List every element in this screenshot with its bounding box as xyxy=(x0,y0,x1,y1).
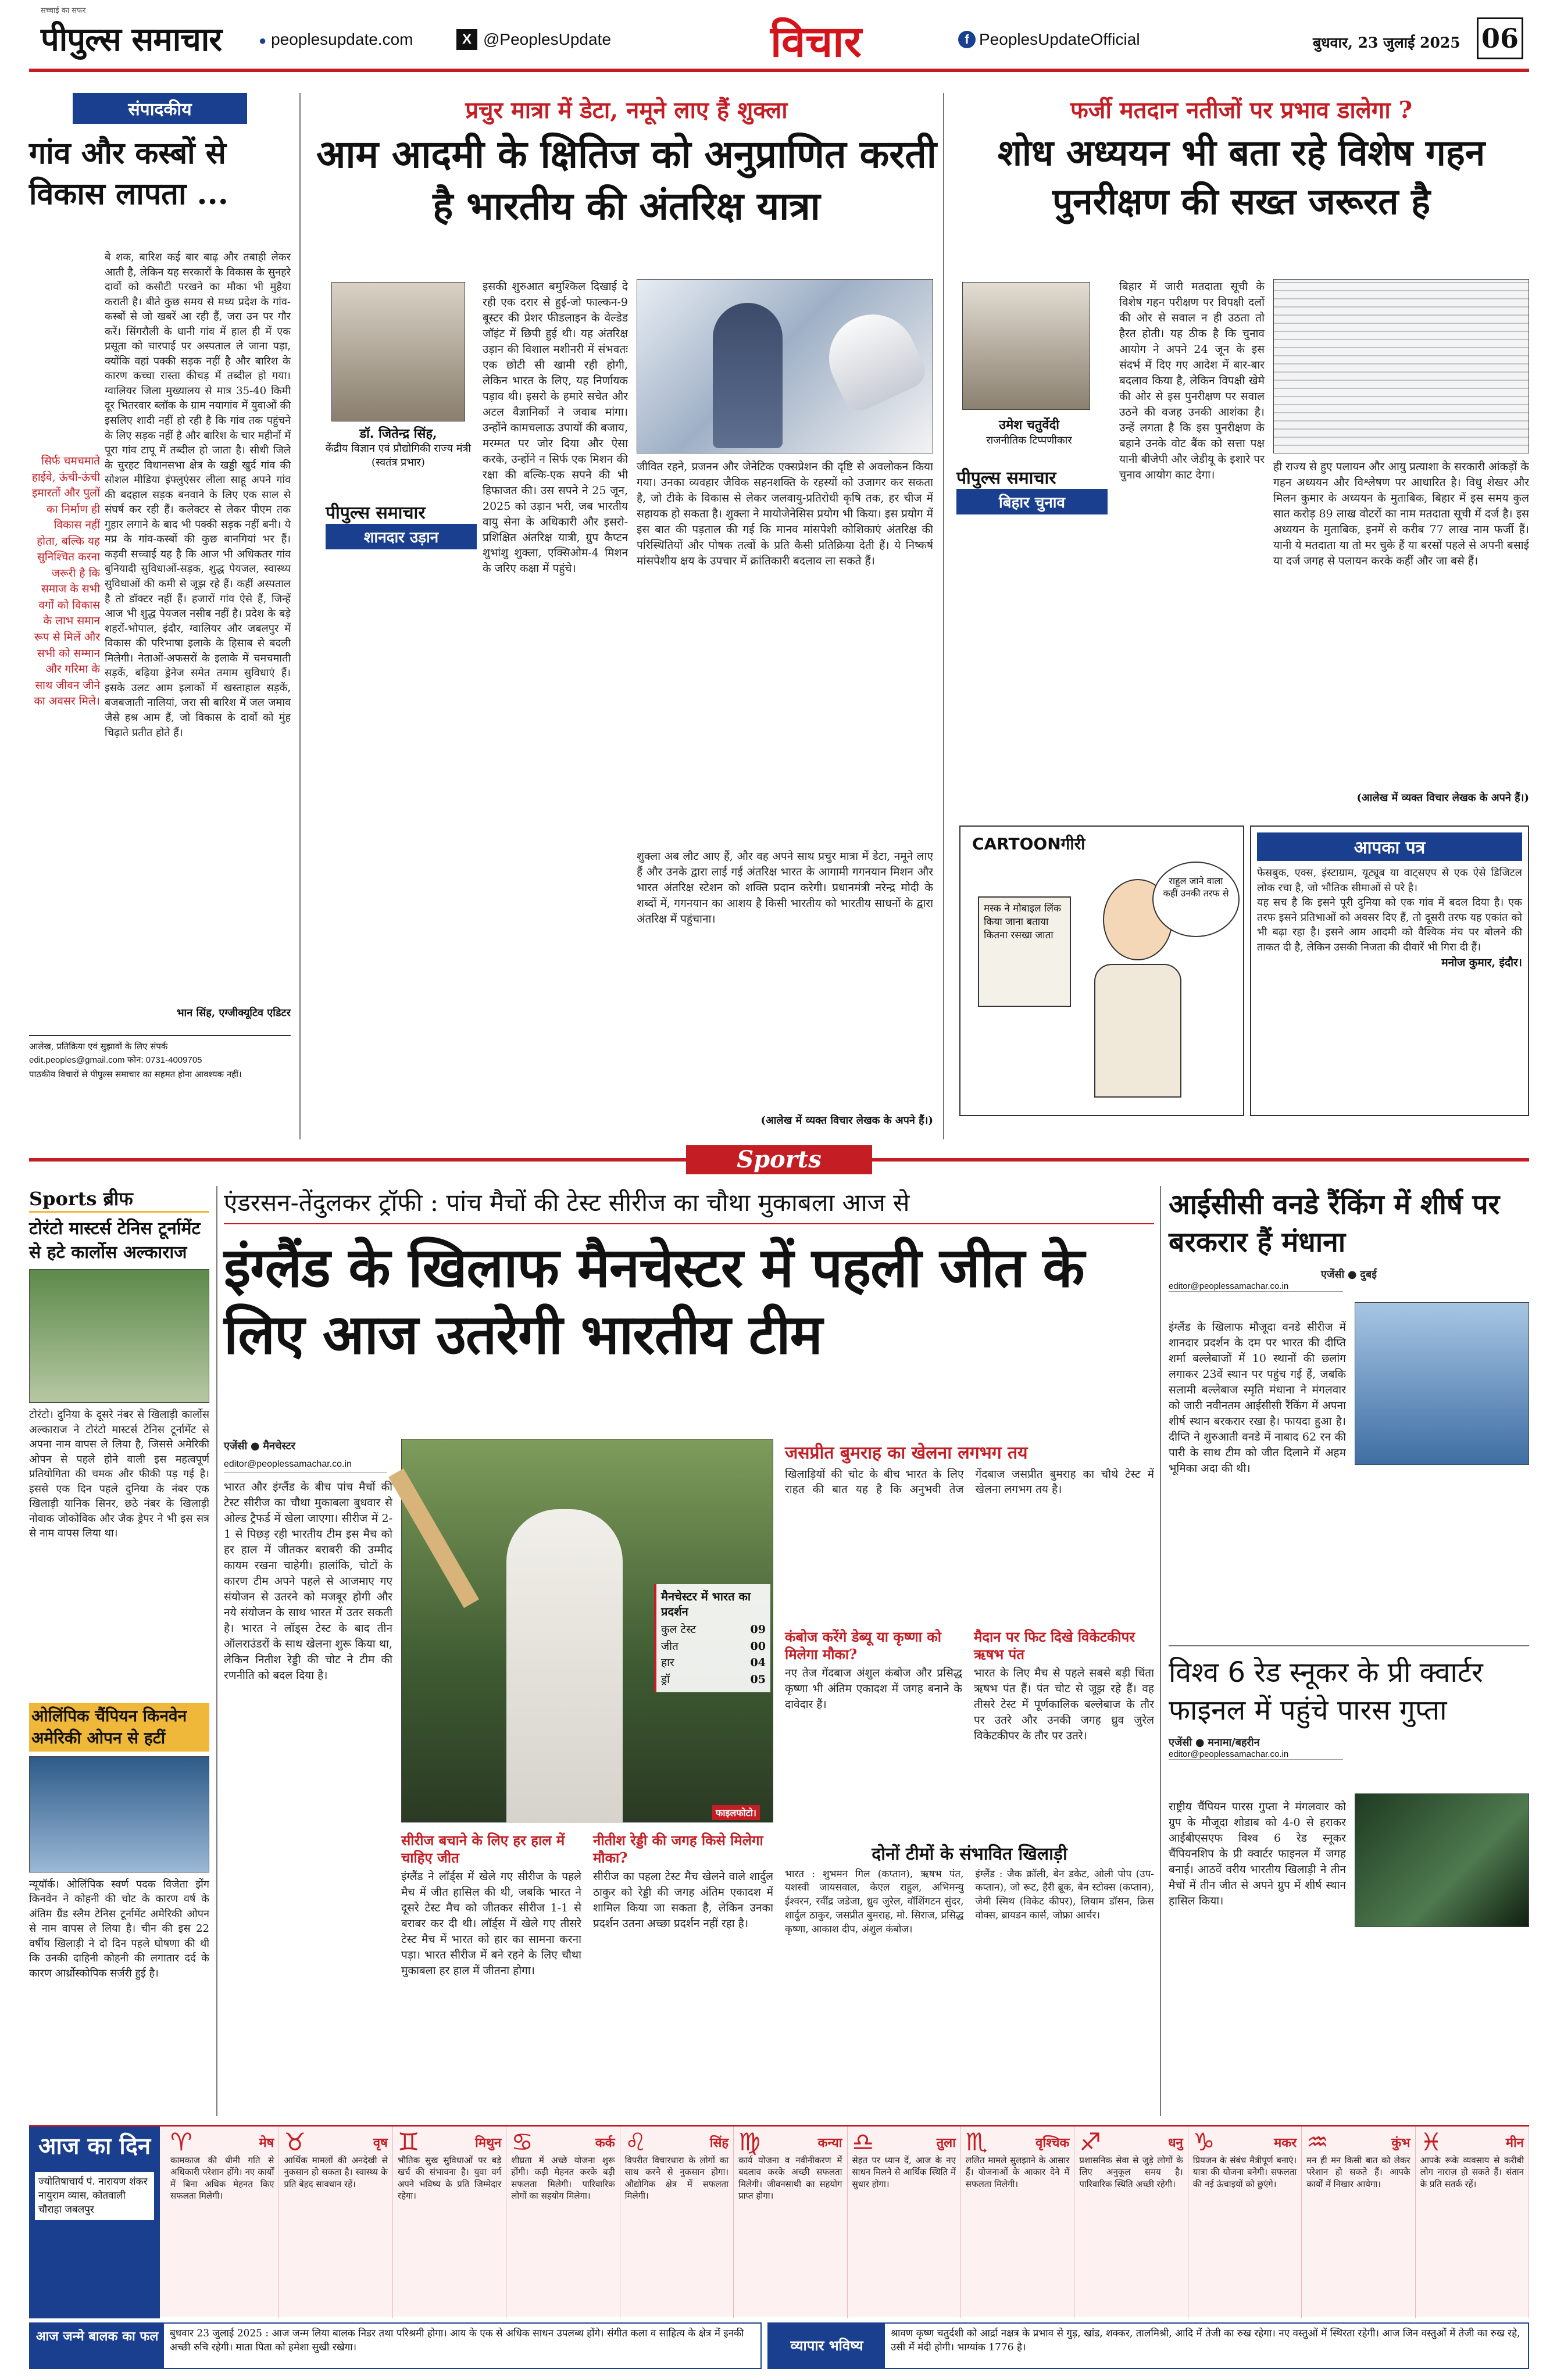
rashi-text: सेहत पर ध्यान दें, आज के नए साधन मिलने से आर्थिक स्थिति में सुधार होगा। xyxy=(852,2155,956,2189)
contact-line-1: आलेख, प्रतिक्रिया एवं सुझावों के लिए संपर्क xyxy=(29,1041,168,1052)
birthday-text: बुधवार 23 जुलाई 2025 : आज जन्म लिया बालक निडर तथा परिश्रमी होगा। आय के एक से अधिक साधन उपलब्ध होंगे। संगीत कला व साहित्य के क्षेत्र में इनकी अच्छी रुचि रहेगी। माता पिता को हमेशा सुखी रखेगा। xyxy=(170,2328,744,2353)
column-divider xyxy=(943,93,944,1139)
sub2-title: नीतीश रेड्डी की जगह किसे मिलेगा मौका? xyxy=(593,1832,763,1866)
main-sport-email[interactable]: editor@peoplessamachar.co.in xyxy=(224,1459,387,1473)
sub-kamboj xyxy=(785,1625,962,1811)
sub5-title: मैदान पर फिट दिखे विकेटकीपर ऋषभ पंत xyxy=(974,1628,1135,1663)
section-divider xyxy=(1169,1645,1529,1646)
byline-agency: एजेंसी xyxy=(1321,1268,1345,1281)
globe-icon: ● xyxy=(259,33,267,48)
article1-col2: जीवित रहने, प्रजनन और जेनेटिक एक्सप्रेशन की दृष्टि से अवलोकन किया गया। उनका व्यवहार जैविक सहनशक्ति के रहस्यों को उजागर कर सकता है, जो टीके के विकास से लेकर जलवायु-प्रतिरोधी कृषि तक, हर चीज में सहायक हो सकता है। शुक्ला ने मायोजेनेसिस प्रयोग भी किया। इस प्रयोग में इस बात की पड़ताल की गई कि मानव मांसपेशी कोशिकाएं अंतरिक्ष की परिस्थितियों और पोषक तत्वों के प्रति कैसी प्रतिक्रिया देती हैं। ये निष्कर्ष मांसपेशीय क्षय के उपचार में क्रांतिकारी बदलाव ला सकते हैं। xyxy=(637,460,933,567)
rashi-text: मन ही मन किसी बात को लेकर परेशान हो सकते हैं। आपके कार्यों में निखार आयेगा। xyxy=(1306,2155,1410,2189)
editorial-contact xyxy=(29,1035,291,1081)
badge-label: शानदार उड़ान xyxy=(326,524,477,549)
stats-row xyxy=(661,1638,766,1655)
column-divider xyxy=(216,1186,217,2116)
rashi-name: वृश्चिक xyxy=(1035,2135,1070,2150)
article2-author-name: उमेश चतुर्वेदी xyxy=(999,417,1059,433)
sub1-body: इंग्लैंड ने लॉर्ड्स में खेले गए सीरीज के पहले मैच में जीत हासिल की थी, जबकि भारत ने दूसरे टेस्ट मैच को जीतकर सीरीज 1-1 से बराबर कर दी थी। लॉर्ड्स में खेले गए तीसरे टेस्ट मैच में भारत को हार का सामना करना पड़ा। भारत सीरीज में बने रहने के लिए चौथा मुकाबला हर हाल में जीतना होगा। xyxy=(401,1870,581,1977)
letters-title: आपका पत्र xyxy=(1257,832,1522,861)
zodiac-icon: ♌ xyxy=(624,2128,647,2156)
sports-banner xyxy=(29,1145,1529,1174)
sub3-title: जसप्रीत बुमराह का खेलना लगभग तय xyxy=(785,1443,1028,1463)
contact-line-2: edit.peoples@gmail.com फोन: 0731-4009705 xyxy=(29,1055,202,1065)
zodiac-icon: ♎ xyxy=(852,2128,874,2156)
photo-mandhana xyxy=(1355,1302,1529,1465)
rashi-name: कुंभ xyxy=(1391,2135,1410,2150)
mandhana-headline: आईसीसी वनडे रैंकिंग में शीर्ष पर बरकरार हैं मंधाना xyxy=(1169,1188,1500,1259)
spacecraft-shape xyxy=(815,300,930,416)
rashi-cell xyxy=(166,2127,279,2318)
byline-place: मनामा/बहरीन xyxy=(1208,1736,1260,1749)
sub-nitish xyxy=(593,1828,773,2061)
birthday-label: आज जन्मे बालक का फल xyxy=(30,2324,164,2368)
brief2-title: ओलिंपिक चैंपियन किनवेन अमेरिकी ओपन से हटीं xyxy=(29,1703,209,1752)
rashi-text: कार्य योजना व नवीनीकरण में बदलाव करके अच्छी सफलता मिलेगी। जीवनसाथी का सहयोग प्राप्त होगा। xyxy=(738,2155,842,2201)
snooker-story xyxy=(1169,1654,1529,2113)
author-photo-jitendra xyxy=(331,282,465,421)
page-number: 06 xyxy=(1477,17,1523,59)
article-bihar-election xyxy=(951,93,1532,820)
mandhana-byline: एजेंसी ● दुबई xyxy=(1321,1268,1377,1281)
rashi-cell xyxy=(279,2127,392,2318)
article-space-mission xyxy=(314,93,939,1139)
cartoon-bubble: राहुल जाने वाला कहीं उनकी तरफ से xyxy=(1152,862,1240,937)
article1-badge xyxy=(326,500,477,549)
facebook-handle-text: PeoplesUpdateOfficial xyxy=(979,30,1140,48)
birthday-box xyxy=(29,2322,762,2369)
photo-alcaraz xyxy=(29,1269,209,1403)
mandhana-story xyxy=(1169,1186,1529,1645)
stats-row xyxy=(661,1671,766,1688)
sub3-body: खिलाड़ियों की चोट के बीच भारत के लिए राहत की बात यह है कि अनुभवी तेज गेंदबाज जसप्रीत बुमराह का चौथे टेस्ट में खेलना लगभग तय है। xyxy=(785,1467,1154,1496)
rashi-cell xyxy=(848,2127,961,2318)
article2-closing: (आलेख में व्यक्त विचार लेखक के अपने हैं।) xyxy=(1356,792,1529,804)
zodiac-icon: ♊ xyxy=(397,2128,420,2156)
article2-badge xyxy=(956,465,1108,514)
main-sport-body: भारत और इंग्लैंड के बीच पांच मैचों की टेस्ट सीरीज का चौथा मुकाबला बुधवार से ओल्ड ट्रैफर्ड में खेला जाएगा। सीरीज में 2-1 से पिछड़ रही भारतीय टीम इस मैच को हर हाल में जीतकर बराबरी की उम्मीद कायम रखना चाहेगी। हालांकि, चोटों के कारण टीम अपने पहले से आजमाए गए संयोजन से उतरने को मजबूर होगी और नये संयोजन के साथ भारत में उतर सकती है। भारत ने लॉड्स टेस्ट के बाद तीन ऑलराउंडरों के साथ खेलना शुरू किया था, लेकिन नितीश रेड्डी की चोट ने टीम की रणनीति को बदल दिया है। xyxy=(224,1481,392,1682)
x-icon: X xyxy=(456,29,477,50)
website-link[interactable] xyxy=(259,30,413,49)
rashi-name: सिंह xyxy=(709,2135,729,2150)
business-box xyxy=(767,2322,1529,2369)
editorial-body: बे शक, बारिश कई बार बाढ़ और तबाही लेकर आती है, लेकिन यह सरकारों के विकास के सुनहरे दावों को कसौटी परखने का मौका भी मुहैया कराती है। बीते कुछ समय से मध्य प्रदेश के गांव-कस्बों से जो खबरें आ रही हैं, जरा उन पर गौर करें। सिंगरौली के धानी गांव में हाल ही में एक प्रसूता को चारपाई पर अस्पताल ले जाना पड़ा, क्योंकि वहां पक्की सड़क नहीं है और बारिश के कारण कच्चा रास्ता कीचड़ में तब्दील हो गया। ग्वालियर जिला मुख्यालय से मात्र 35-40 किमी दूर भितरवार ब्लॉक के ग्राम नयागांव में युवाओं की इसलिए शादी नहीं हो रही है कि गांव तक पहुंचने के लिए सड़क नहीं है और बारिश के चार महीनों में पूरा गांव टापू में तब्दील हो जाता है। सीधी जिले के चुरहट विधानसभा क्षेत्र के खड्डी खुर्द गांव की सोशल मीडिया इंफ्लुएंसर लीला साहू अपने गांव की बदहाल सड़क बनवाने के लिए एक साल से संघर्ष कर रही हैं। कलेक्टर से लेकर पीएम तक गुहार लगाने के बाद भी पक्की सड़क नहीं बनी। ये मप्र के गांव-कस्बों की कुछ बानगियां भर हैं। कड़वी सच्चाई यह है कि आज भी अधिकतर गांव बुनियादी सुविधाओं-सड़क, शुद्ध पेयजल, स्वास्थ्य सुविधाओं की कमी से जूझ रहे हैं। कहीं अस्पताल है तो डॉक्टर नहीं हैं। हजारों गांव ऐसे हैं, जिन्हें आज भी शुद्ध पेयजल नसीब नहीं है। प्रदेश के बड़े शहरों-भोपाल, इंदौर, ग्वालियर और जबलपुर में विकास की परिभाषा इलाके के हिसाब से बदली मिलेगी। नेताओं-अफसरों के इलाके में चमचमाती सड़कें, बढ़िया ड्रेनेज समेत तमाम सुविधाएं हैं। इसके उलट आम इलाकों में खस्ताहाल सड़कें, बजबजाती नालियां, जरा सी बारिश में जल जमाव जैसे हश्र आम हैं, जो विकास के दावों को मुंह चिढ़ाते प्रतीत होते हैं। xyxy=(105,251,291,739)
rashi-cell xyxy=(1074,2127,1188,2318)
rashi-text: भौतिक सुख सुविधाओं पर बड़े खर्च की संभावना है। युवा वर्ग अपने भविष्य के प्रति जिम्मेदार रहेगा। xyxy=(397,2155,502,2201)
sub1-title: सीरीज बचाने के लिए हर हाल में चाहिए जीत xyxy=(401,1832,565,1866)
article2-col2: ही राज्य से हुए पलायन और आयु प्रत्याशा के सरकारी आंकड़ों के गहन अध्ययन और विश्लेषण पर आधारित है। विधु शेखर और मिलन कुमार के अध्ययन के मुताबिक, बिहार में इस समय कुल सात करोड़ 89 लाख वोटरों का नाम मतदाता सूची में दर्ज है। इस अध्ययन के मुताबिक, इनमें से करीब 77 लाख नाम फर्जी हैं। यानी ये मतदाता या तो मर चुके हैं या बरसों पहले से अपनी बसाई या दर्ज जगह से पलायन करके कहीं और जा बसे हैं। xyxy=(1273,460,1529,567)
brief1-title: टोरंटो मास्टर्स टेनिस टूर्नामेंट से हटे कार्लोस अल्काराज xyxy=(29,1218,201,1263)
snooker-email[interactable]: editor@peoplessamachar.co.in xyxy=(1169,1749,1343,1760)
rashi-name: मिथुन xyxy=(475,2135,502,2150)
brand-tagline: सच्चाई का सफर xyxy=(41,6,86,15)
article1-closing: (आलेख में व्यक्त विचार लेखक के अपने हैं।) xyxy=(760,1114,933,1127)
sports-brief-column xyxy=(29,1186,209,2110)
photo-voter-list xyxy=(1273,279,1529,453)
rashi-name: मीन xyxy=(1505,2135,1524,2150)
zodiac-icon: ♉ xyxy=(284,2128,306,2156)
masthead-rule xyxy=(29,69,1529,72)
business-text: श्रावण कृष्ण चतुर्दशी को आर्द्रा नक्षत्र के प्रभाव से गुड़, खांड, शक्कर, तालमिश्री, आदि में तेजी का रुख रहेगा। नए वस्तुओं में स्थिरता रहेगी। आज जिन वस्तुओं में तेजी का रुख रहे, उसी में मंदी होगी। भाग्यांक 1776 है। xyxy=(891,2328,1520,2353)
snooker-headline: विश्व 6 रेड स्नूकर के प्री क्वार्टर फाइनल में पहुंचे पारस गुप्ता xyxy=(1169,1656,1483,1727)
stats-box xyxy=(654,1584,770,1692)
x-handle-text: @PeoplesUpdate xyxy=(483,30,611,48)
letters-body: यह सच है कि इसने पूरी दुनिया को एक गांव में बदल दिया है। एक तरफ इसने प्रतिभाओं को अवसर दिए हैं, तो दूसरी तरफ यह एकांत को भी बढ़ा रहा है। इसने आम आदमी को वैश्विक मंच पर बोलने की ताकत दी है, लेकिन उसकी निजता की दीवारें भी गिरा दी हैं। xyxy=(1257,896,1522,953)
article1-col3: शुक्ला अब लौट आए हैं, और वह अपने साथ प्रचुर मात्रा में डेटा, नमूने लाए हैं और उनके द्वारा लाई गई अंतरिक्ष भारत के आगामी गगनयान मिशन और भारत अंतरिक्ष स्टेशन को शक्ति प्रदान करेगी। प्रधानमंत्री नरेन्द्र मोदी के शब्दों में, गगनयान का आशय है किसी भारतीय को भारतीय साधनों के द्वारा अंतरिक्ष में पहुंचाना। xyxy=(637,850,933,925)
article2-col1: बिहार में जारी मतदाता सूची के विशेष गहन परीक्षण पर विपक्षी दलों की ओर से सवाल न ही उठता तो हैरत होती। यह ठीक है कि चुनाव आयोग ने अपने 24 जून के इस संदर्भ में दिए गए आदेश में बार-बार बदलाव किया है, लेकिन विपक्षी खेमे की ओर से इस पुनरीक्षण पर सवाल उठने की वजह उनकी आशंका है। उन्हें लगता है कि इस पुनरीक्षण के बहाने उनके वोट बैंक को सत्ता पक्ष यानी बीजेपी और जेडीयू के इशारे पर चुनाव आयोग काट देगा। xyxy=(1119,280,1265,481)
column-divider xyxy=(1160,1186,1161,2116)
zodiac-icon: ♑ xyxy=(1192,2128,1215,2156)
sub5-body: भारत के लिए मैच से पहले सबसे बड़ी चिंता ऋषभ पंत हैं। पंत चोट से जूझ रहे हैं। वह तीसरे टेस्ट में पूर्णकालिक बल्लेबाज के तौर पर उतरे और उनकी जगह ध्रुव जुरेल विकेटकीपर के तौर पर उतरे। xyxy=(974,1667,1154,1742)
rashi-text: प्रियजन के संबंध मैत्रीपूर्ण बनाएं। यात्रा की योजना बनेगी। सफलता की नई ऊंचाइयों को छुएंगे। xyxy=(1192,2155,1297,2189)
astronaut-figure xyxy=(713,303,783,448)
article1-author-desc: केंद्रीय विज्ञान एवं प्रौद्योगिकी राज्य मंत्री (स्वतंत्र प्रभार) xyxy=(325,442,472,469)
main-sport-byline: एजेंसी ● मैनचेस्टर xyxy=(224,1440,295,1452)
cartoon-label: CARTOONगीरी xyxy=(972,834,1085,853)
rashi-text: प्रशासनिक सेवा से जुड़े लोगों के लिए अनुकूल समय है। पारिवारिक स्थिति अच्छी रहेगी। xyxy=(1079,2155,1183,2189)
stats-key: हार xyxy=(661,1656,674,1669)
x-handle[interactable] xyxy=(456,29,611,50)
editorial-label: संपादकीय xyxy=(73,93,247,124)
rashi-cell xyxy=(393,2127,506,2318)
horoscope-title-box xyxy=(29,2127,160,2318)
rashi-cell xyxy=(961,2127,1074,2318)
rashi-cell xyxy=(1302,2127,1415,2318)
article2-kicker: फर्जी मतदान नतीजों पर प्रभाव डालेगा ? xyxy=(1070,97,1413,124)
editorial-column xyxy=(29,93,291,1116)
sub-bumrah xyxy=(785,1439,1154,1612)
rashi-name: कन्या xyxy=(817,2135,842,2150)
letters-signature: मनोज कुमार, इंदौर। xyxy=(1441,956,1522,970)
mandhana-body: इंग्लैंड के खिलाफ मौजूदा वनडे सीरीज में शानदार प्रदर्शन के दम पर भारत की दीप्ति शर्मा बल्लेबाजों में 10 स्थानों की छलांग लगाकर 23वें स्थान पर पहुंच गई हैं, जबकि सलामी बल्लेबाज स्मृति मंधाना ने मंगलवार को जारी नवीनतम आईसीसी रैंकिंग में अपना शीर्ष स्थान बरकरार रखा है। फायदा हुआ है। दीप्ति ने शुरुआती वनडे में नाबाद 62 रन की पारी के साथ टीम को जीत दिलाने में अहम भूमिका अदा की थी। xyxy=(1169,1321,1346,1475)
sub4-title: कंबोज करेंगे डेब्यू या कृष्णा को मिलेगा मौका? xyxy=(785,1628,942,1663)
rashi-grid xyxy=(166,2127,1529,2318)
photo-caption: फाइलफोटो। xyxy=(712,1805,760,1820)
main-sport-headline: इंग्लैंड के खिलाफ मैनचेस्टर में पहली जीत के लिए आज उतरेगी भारतीय टीम xyxy=(224,1236,1084,1367)
rashi-text: ललित मामले सुलझाने के आसार हैं। योजनाओं के आकार देने में सफलता मिलेगी। xyxy=(965,2155,1070,2189)
rashi-name: वृष xyxy=(373,2135,388,2150)
zodiac-icon: ♒ xyxy=(1306,2128,1329,2156)
rashi-cell xyxy=(506,2127,620,2318)
byline-place: दुबई xyxy=(1360,1268,1377,1281)
article1-headline: आम आदमी के क्षितिज को अनुप्राणित करती है भारतीय की अंतरिक्ष यात्रा xyxy=(316,131,937,229)
cartoon-box xyxy=(959,826,1244,1116)
stats-value: 05 xyxy=(750,1673,766,1686)
badge-brand: पीपुल्स समाचार xyxy=(326,503,426,523)
sports-banner-label: Sports xyxy=(686,1145,872,1174)
snooker-body: राष्ट्रीय चैंपियन पारस गुप्ता ने मंगलवार को ग्रुप के मौजूदा शोडाब को 4-0 से हराकर आईबीएसएफ विश्व 6 रेड स्नूकर चैंपियनशिप के प्री क्वार्टर फाइनल में जगह बनाई। आठवें वरीय भारतीय खिलाड़ी ने तीन मैचों में तीन जीत से अपने ग्रुप में शीर्ष स्थान हासिल किया। xyxy=(1169,1800,1346,1907)
horoscope-astrologer: ज्योतिषाचार्य पं. नारायण शंकर नायुराम व्यास, कोतवाली चौराहा जबलपुर xyxy=(35,2172,154,2220)
main-sport-story xyxy=(224,1183,1154,2113)
stats-row xyxy=(661,1621,766,1638)
zodiac-icon: ♋ xyxy=(511,2128,533,2156)
brief1-body: टोरंटो। दुनिया के दूसरे नंबर से खिलाड़ी कार्लोस अल्काराज ने टोरंटो मास्टर्स टेनिस टूर्नामेंट से अपना नाम वापस ले लिया है, जिससे अमेरिकी ओपन से पहले होने वाली इस महत्वपूर्ण प्रतियोगिता की चमक और फीकी पड़ गई है। इससे एक दिन पहले दुनिया के नंबर एक खिलाड़ी यानिक सिनर, छठे नंबर के खिलाड़ी नोवाक जोकोविक और जैक ड्रेपर ने भी इस सत्र से नाम वापस लिया था। xyxy=(29,1409,209,1540)
horoscope-strip xyxy=(29,2125,1529,2317)
rashi-name: धनु xyxy=(1168,2135,1183,2150)
stats-key: जीत xyxy=(661,1639,678,1653)
zodiac-icon: ♈ xyxy=(170,2128,192,2156)
sub4-body: नए तेज गेंदबाज अंशुल कंबोज और प्रसिद्ध कृष्णा भी अंतिम एकादश में जगह बनाने के दावेदार हैं। xyxy=(785,1667,962,1711)
business-label: व्यापार भविष्य xyxy=(769,2324,885,2368)
issue-date: बुधवार, 23 जुलाई 2025 xyxy=(1313,34,1460,51)
stats-rows xyxy=(661,1621,766,1688)
zodiac-icon: ♓ xyxy=(1420,2128,1442,2156)
rashi-name: कर्क xyxy=(595,2135,615,2150)
stats-title: मैनचेस्टर में भारत का प्रदर्शन xyxy=(661,1589,751,1618)
rashi-cell xyxy=(620,2127,734,2318)
byline-agency: एजेंसी xyxy=(1169,1736,1192,1749)
editorial-author: भान सिंह, एग्जीक्यूटिव एडिटर xyxy=(176,1007,291,1019)
article1-author-name: डॉ. जितेन्द्र सिंह, xyxy=(359,426,437,441)
sub-pant xyxy=(974,1625,1154,1811)
facebook-icon: f xyxy=(958,31,976,48)
cartoon-sign: मस्क ने मोबाइल लिंक किया जाना बताया कितना रसखा जाता xyxy=(978,896,1071,1007)
editorial-pullquote: सिर्फ चमचमाते हाईवे, ऊंची-ऊंची इमारतों और पुलों का निर्माण ही विकास नहीं होता, बल्कि यह सुनिश्चित करना जरूरी है कि समाज के सभी वर्गों को विकास के लाभ समान रूप से मिलें और सभी को सम्मान और गरिमा के साथ जीवन जीने का अवसर मिले। xyxy=(31,455,100,708)
author-photo-umesh xyxy=(962,282,1090,410)
contact-line-3: पाठकीय विचारों से पीपुल्स समाचार का सहमत होना आवश्यक नहीं। xyxy=(29,1069,242,1080)
byline-place: मैनचेस्टर xyxy=(263,1440,295,1452)
rashi-text: शीघ्रता में अच्छे योजना शुरू होंगी। कड़ी मेहनत करके बड़ी सफलता मिलेगी। पारिवारिक लोगों का सहयोग मिलेगा। xyxy=(511,2155,615,2201)
england-xi: इंग्लैंड : जैक क्रॉली, बेन डकेट, ओली पोप (उप-कप्तान), जो रूट, हैरी ब्रूक, बेन स्टोक्स (कप्तान), जेमी स्मिथ (विकेट कीपर), लियाम डॉसन, क्रिस वोक्स, ब्रायडन कार्स, जोफ्रा आर्चर। xyxy=(975,1868,1154,1921)
rashi-name: मेष xyxy=(259,2135,274,2150)
zodiac-icon: ♐ xyxy=(1079,2128,1101,2156)
sub-series xyxy=(401,1828,581,2061)
byline-agency: एजेंसी xyxy=(224,1440,248,1452)
sub2-body: सीरीज का पहला टेस्ट मैच खेलने वाले शार्दुल ठाकुर को रेड्डी की जगह अंतिम एकादश में शामिल किया जा सकता है, लेकिन उनका प्रदर्शन उतना अच्छा प्रदर्शन नहीं रहा है। xyxy=(593,1870,773,1930)
rashi-text: कामकाज की धीमी गति से अधिकारी परेशान होंगे। नए कार्यों में बिना अधिक मेहनत किए सफलता मिलेगी। xyxy=(170,2155,274,2201)
photo-zheng xyxy=(29,1756,209,1872)
brand-logo[interactable]: पीपुल्स समाचार xyxy=(41,20,222,59)
stats-key: कुल टेस्ट xyxy=(661,1623,697,1636)
badge-brand: पीपुल्स समाचार xyxy=(956,468,1056,488)
article2-author-desc: राजनीतिक टिप्पणीकार xyxy=(986,434,1072,446)
article1-kicker: प्रचुर मात्रा में डेटा, नमूने लाए हैं शुक्ला xyxy=(465,97,788,124)
sub6-title: दोनों टीमों के संभावित खिलाड़ी xyxy=(872,1844,1067,1864)
column-divider xyxy=(299,93,301,1139)
zodiac-icon: ♏ xyxy=(965,2128,988,2156)
photo-astronaut xyxy=(637,279,933,453)
website-text: peoplesupdate.com xyxy=(271,30,413,48)
sports-brief-label: Sports ब्रीफ xyxy=(29,1186,209,1213)
rashi-cell xyxy=(1416,2127,1529,2318)
letters-intro: फेसबुक, एक्स, इंस्टाग्राम, यूट्यूब या वाट्सएप से एक ऐसे डिजिटल लोक रचा है, जो भौतिक सीमाओं से परे है। xyxy=(1257,867,1522,894)
horoscope-title: आज का दिन xyxy=(38,2132,151,2160)
rashi-name: तुला xyxy=(936,2135,956,2150)
badge-label: बिहार चुनाव xyxy=(956,489,1108,514)
rashi-name: मकर xyxy=(1274,2135,1297,2150)
stats-value: 04 xyxy=(750,1656,766,1669)
stats-value: 09 xyxy=(750,1623,766,1636)
probable-xi xyxy=(785,1840,1154,1936)
main-sport-kicker: एंडरसन-तेंदुलकर ट्रॉफी : पांच मैचों की टेस्ट सीरीज का चौथा मुकाबला आज से xyxy=(224,1183,1154,1224)
article1-col1: इसकी शुरुआत बमुश्किल दिखाई दे रही एक दरार से हुई-जो फाल्कन-9 बूस्टर की प्रेशर फीडलाइन के वेल्डेड जॉइंट में छिपी हुई थी। यह अंतरिक्ष उड़ान की विशाल मशीनरी में संभवतः एक छोटी सी खामी रही होगी, लेकिन भारत के लिए, यह निर्णायक पड़ाव थी। इसरो के हमारे सचेत और अटल वैज्ञानिकों ने जवाब मांगा। उन्होंने कामचलाऊ उपायों की बजाय, मरम्मत पर जोर दिया और ऐसा करके, उन्होंने न सिर्फ एक मिशन की रक्षा की बल्कि-एक सपने की भी हिफाजत की। उस सपने ने 25 जून, 2025 को उड़ान भरी, जब भारतीय वायु सेना के अधिकारी और इसरो-प्रशिक्षित अंतरिक्ष यात्री, ग्रुप कैप्टन शुभांशु शुक्ला, एक्सिओम-4 मिशन के जरिए कक्षा में पहुंचे। xyxy=(483,280,628,576)
india-xi: भारत : शुभमन गिल (कप्तान), ऋषभ पंत, यशस्वी जायसवाल, केएल राहुल, अभिमन्यु ईश्वरन, रवींद्र जडेजा, ध्रुव जुरेल, वॉशिंगटन सुंदर, शार्दुल ठाकुर, जसप्रीत बुमराह, मो. सिराज, प्रसिद्ध कृष्णा, आकाश दीप, अंशुल कंबोज। xyxy=(785,1868,964,1935)
photo-paras-gupta xyxy=(1355,1793,1529,1927)
facebook-handle[interactable] xyxy=(958,30,1140,49)
article2-headline: शोध अध्ययन भी बता रहे विशेष गहन पुनरीक्षण की सख्त जरूरत है xyxy=(997,131,1485,223)
letters-box xyxy=(1250,826,1529,1116)
rashi-cell xyxy=(734,2127,847,2318)
stats-row xyxy=(661,1654,766,1671)
snooker-byline: एजेंसी ● मनामा/बहरीन xyxy=(1169,1736,1260,1749)
mandhana-email[interactable]: editor@peoplessamachar.co.in xyxy=(1169,1281,1343,1292)
masthead xyxy=(0,0,1557,69)
rashi-text: आर्थिक मामलों की अनदेखी से नुकसान हो सकता है। स्वास्थ्य के प्रति बेहद सावधान रहें। xyxy=(284,2155,388,2189)
brief2-body: न्यूयॉर्क। ओलिंपिक स्वर्ण पदक विजेता झेंग किनवेन ने कोहनी की चोट के कारण वर्ष के अंतिम ग्रैंड स्लैम टेनिस टूर्नामेंट अमेरिकी ओपन से नाम वापस ले लिया है। चीन की इस 22 वर्षीय खिलाड़ी ने दो दिन पहले घोषणा की थी कि उनकी दाहिनी कोहनी की लगातार दर्द के कारण आर्थ्रोस्कोपिक सर्जरी हुई है। xyxy=(29,1878,209,1979)
zodiac-icon: ♍ xyxy=(738,2128,760,2156)
rashi-text: आपके रूके व्यवसाय से करीबी लोग नाराज़ हो सकते हैं। संतान के प्रति सतर्क रहें। xyxy=(1420,2155,1524,2189)
rashi-text: विपरीत विचारधारा के लोगों का साथ करने से नुकसान होगा। औद्योगिक क्षेत्र में सफलता मिलेगी। xyxy=(624,2155,729,2201)
rashi-cell xyxy=(1188,2127,1302,2318)
editorial-headline: गांव और कस्बों से विकास लापता ... xyxy=(29,135,228,212)
stats-value: 00 xyxy=(750,1639,766,1653)
stats-key: ड्रॉ xyxy=(661,1673,670,1686)
section-name: विचार xyxy=(770,17,862,67)
